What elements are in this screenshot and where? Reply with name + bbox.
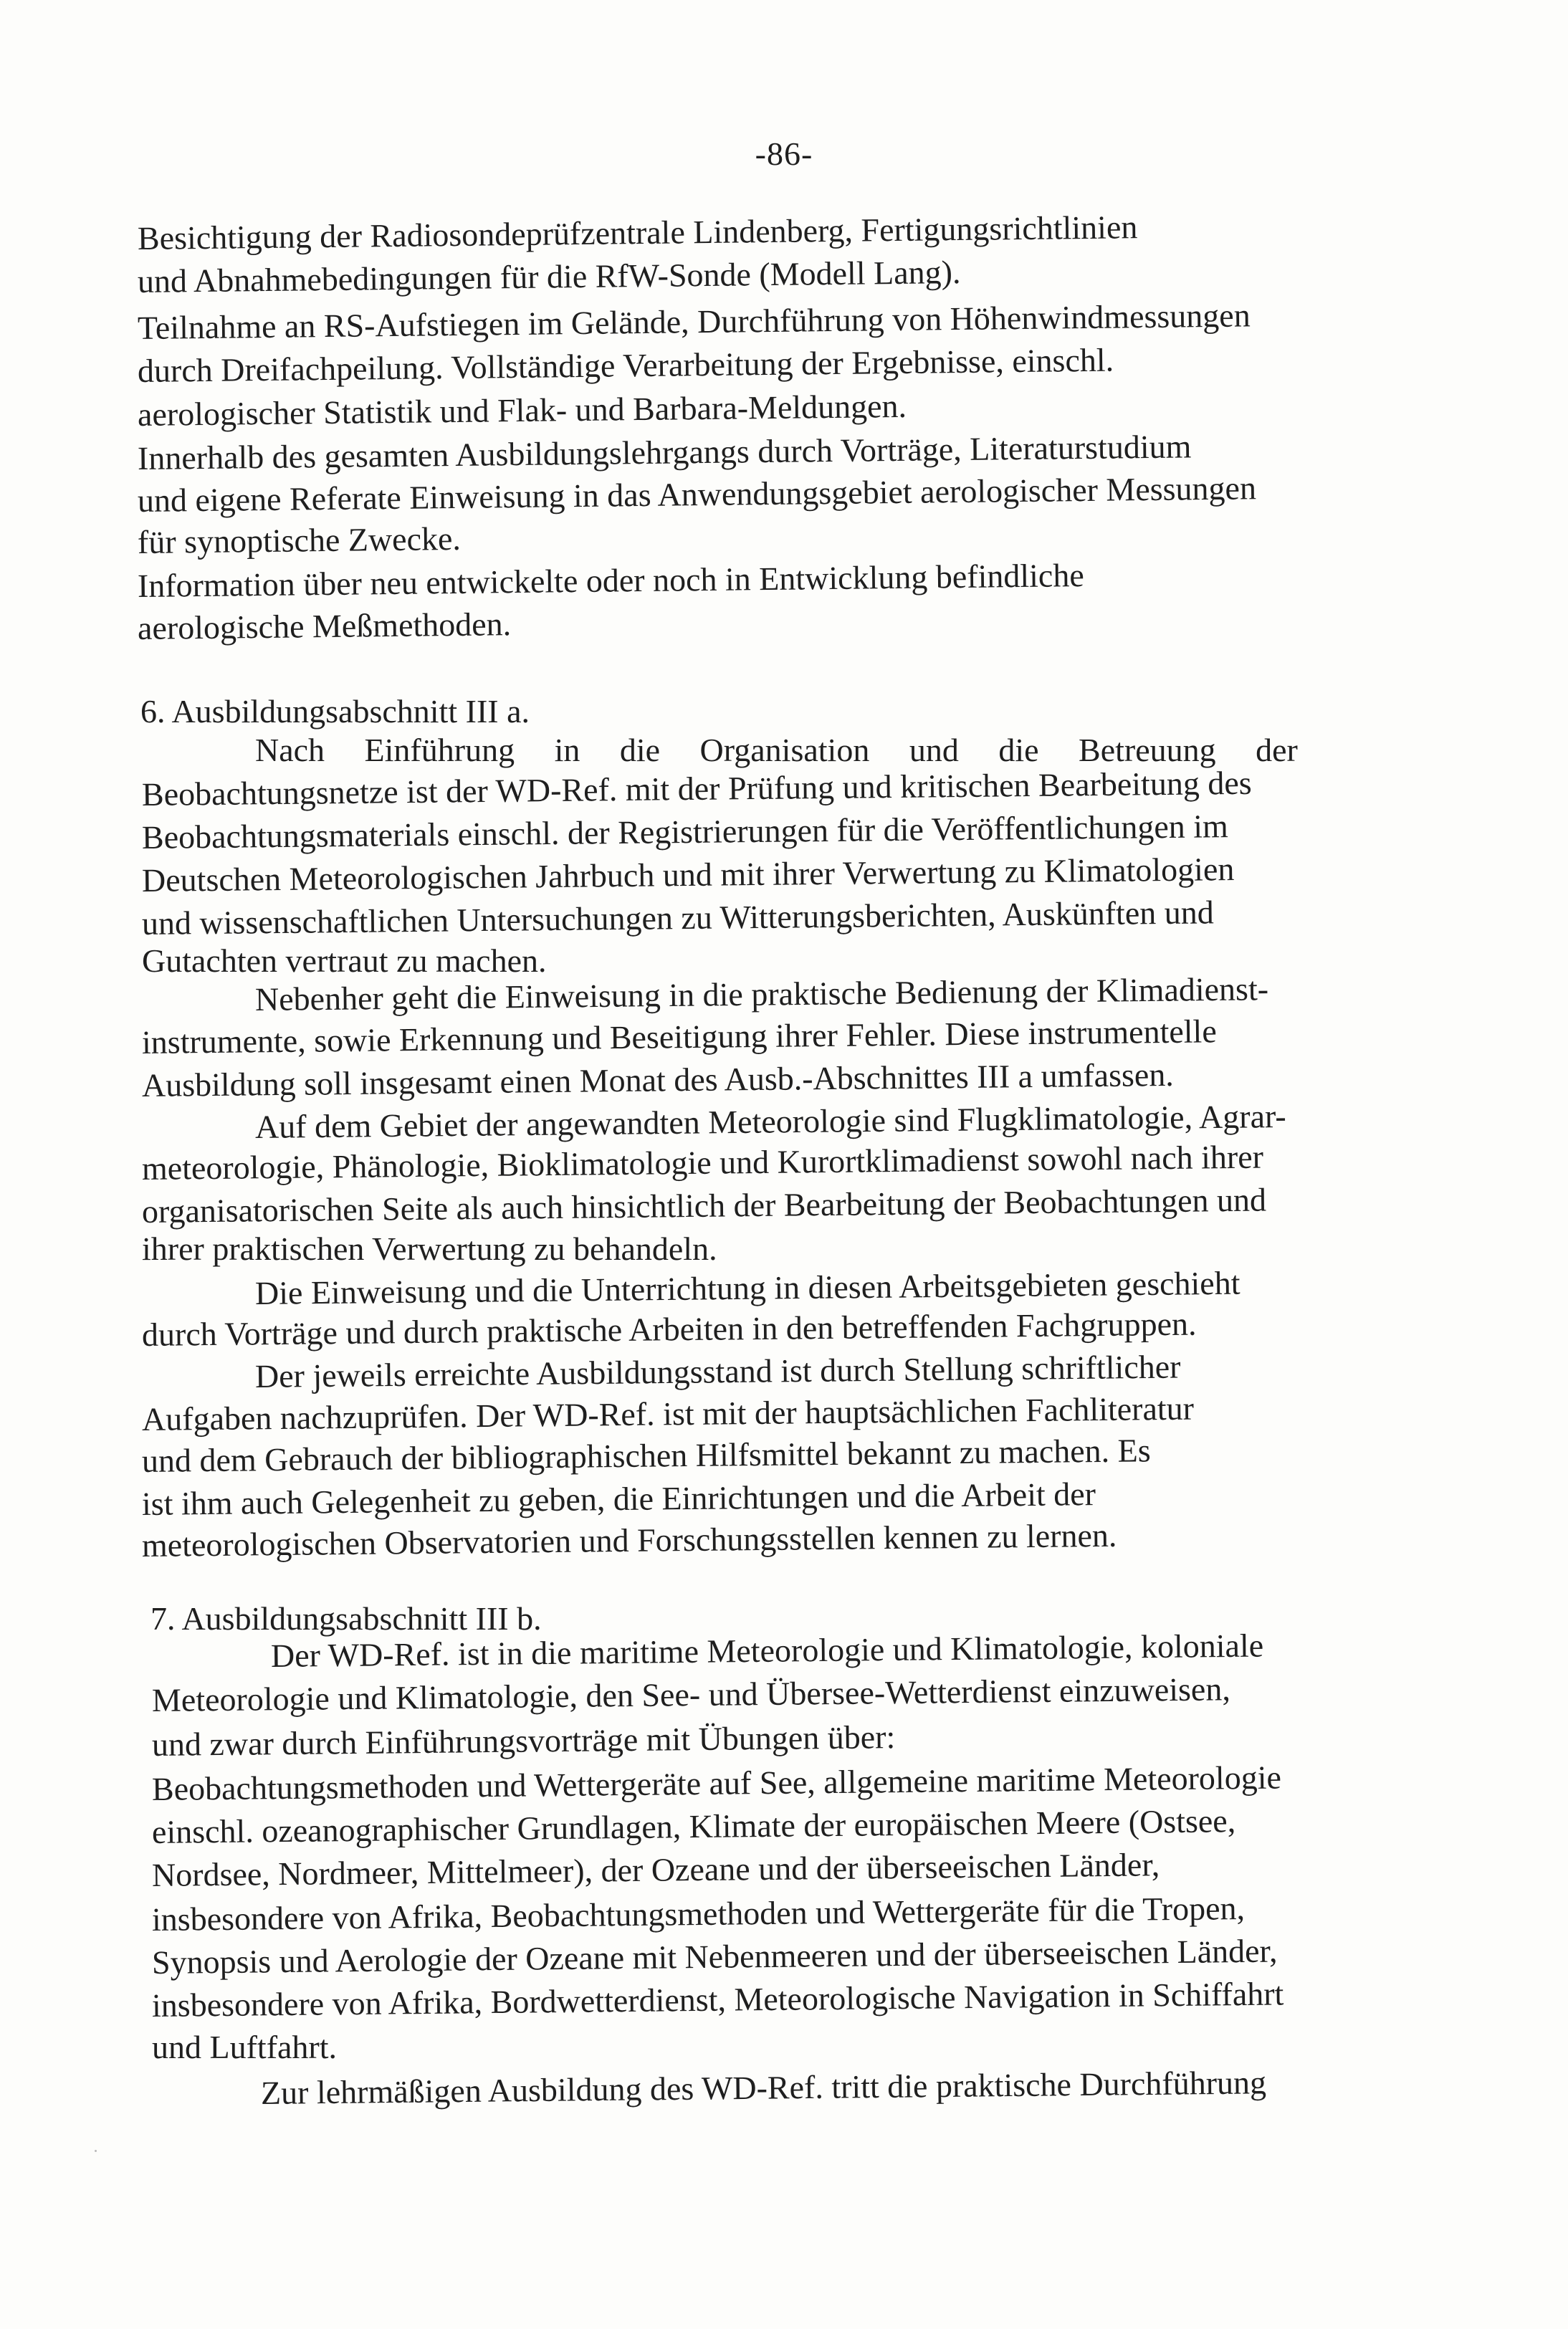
- text-line: Die Einweisung und die Unterrichtung in diesen Arbeitsgebieten geschieht: [254, 1264, 1240, 1311]
- text-line: durch Vorträge und durch praktische Arbeiten in den betreffenden Fachgruppen.: [141, 1305, 1197, 1353]
- text-line: Beobachtungsmaterials einschl. der Registrierungen für die Veröffentlichungen im: [141, 808, 1229, 856]
- text-line: durch Dreifachpeilung. Vollständige Verarbeitung der Ergebnisse, einschl.: [137, 341, 1114, 389]
- text-line: und Abnahmebedingungen für die RfW-Sonde (Modell Lang).: [137, 253, 961, 300]
- text-line: insbesondere von Afrika, Beobachtungsmethoden und Wettergeräte für die Tropen,: [151, 1890, 1246, 1938]
- text-line: Beobachtungsnetze ist der WD-Ref. mit der Prüfung und kritischen Bearbeitung des: [141, 764, 1252, 813]
- text-line: Information über neu entwickelte oder noch in Entwicklung befindliche: [137, 557, 1084, 604]
- text-line: Nach Einführung in die Organisation und die Betreuung der: [255, 732, 1298, 768]
- text-line: ist ihm auch Gelegenheit zu geben, die Einrichtungen und die Arbeit der: [141, 1476, 1096, 1522]
- text-line: Synopsis und Aerologie der Ozeane mit Nebenmeeren und der überseeischen Länder,: [151, 1932, 1278, 1981]
- section-heading: 7. Ausbildungsabschnitt III b.: [150, 1600, 542, 1637]
- text-line: einschl. ozeanographischer Grundlagen, Klimate der europäischen Meere (Ostsee,: [151, 1802, 1236, 1850]
- text-line: und zwar durch Einführungsvorträge mit Übungen über:: [151, 1718, 896, 1763]
- section-heading: 6. Ausbildungsabschnitt III a.: [140, 693, 530, 730]
- text-line: Nebenher geht die Einweisung in die praktische Bedienung der Klimadienst-: [254, 970, 1269, 1018]
- text-line: Meteorologie und Klimatologie, den See- und Übersee-Wetterdienst einzuweisen,: [151, 1670, 1231, 1718]
- text-line: Auf dem Gebiet der angewandten Meteorologie sind Flugklimatologie, Agrar-: [254, 1097, 1286, 1145]
- text-line: instrumente, sowie Erkennung und Beseitigung ihrer Fehler. Diese instrumentelle: [141, 1013, 1217, 1061]
- text-line: Der jeweils erreichte Ausbildungsstand ist durch Stellung schriftlicher: [254, 1348, 1181, 1395]
- text-line: für synoptische Zwecke.: [137, 520, 462, 560]
- page-number: -86-: [755, 135, 813, 172]
- text-line: und Luftfahrt.: [152, 2029, 338, 2065]
- scan-speck: [95, 2150, 97, 2152]
- text-line: Der WD-Ref. ist in die maritime Meteorologie und Klimatologie, koloniale: [270, 1627, 1264, 1674]
- text-line: und dem Gebrauch der bibliographischen Hilfsmittel bekannt zu machen. Es: [141, 1432, 1151, 1479]
- text-line: aerologischer Statistik und Flak- und Barbara-Meldungen.: [137, 387, 907, 433]
- text-line: ihrer praktischen Verwertung zu behandeln.: [142, 1230, 717, 1267]
- text-line: Beobachtungsmethoden und Wettergeräte auf See, allgemeine maritime Meteorologie: [151, 1759, 1282, 1807]
- text-line: meteorologie, Phänologie, Bioklimatologie und Kurortklimadienst sowohl nach ihrer: [141, 1138, 1264, 1187]
- text-line: meteorologischen Observatorien und Forschungsstellen kennen zu lernen.: [141, 1516, 1117, 1564]
- text-line: und wissenschaftlichen Untersuchungen zu Witterungsberichten, Auskünften und: [141, 894, 1214, 942]
- text-line: Zur lehrmäßigen Ausbildung des WD-Ref. tritt die praktische Durchführung: [260, 2064, 1267, 2111]
- text-line: insbesondere von Afrika, Bordwetterdienst, Meteorologische Navigation in Schiffahrt: [151, 1975, 1284, 2024]
- text-line: Ausbildung soll insgesamt einen Monat des Ausb.-Abschnittes III a umfassen.: [141, 1056, 1175, 1104]
- text-line: Besichtigung der Radiosondeprüfzentrale Lindenberg, Fertigungsrichtlinien: [137, 209, 1138, 257]
- text-line: Aufgaben nachzuprüfen. Der WD-Ref. ist mit der hauptsächlichen Fachliteratur: [141, 1390, 1195, 1438]
- text-line: Deutschen Meteorologischen Jahrbuch und mit ihrer Verwertung zu Klimatologien: [141, 851, 1235, 899]
- text-line: Nordsee, Nordmeer, Mittelmeer), der Ozeane und der überseeischen Länder,: [151, 1846, 1160, 1893]
- text-line: organisatorischen Seite als auch hinsichtlich der Bearbeitung der Beobachtungen und: [141, 1181, 1267, 1230]
- text-line: Teilnahme an RS-Aufstiegen im Gelände, Durchführung von Höhenwindmessungen: [137, 297, 1251, 346]
- text-line: aerologische Meßmethoden.: [137, 606, 512, 646]
- text-line: Gutachten vertraut zu machen.: [142, 942, 547, 979]
- text-line: Innerhalb des gesamten Ausbildungslehrgangs durch Vorträge, Literaturstudium: [137, 428, 1192, 477]
- text-line: und eigene Referate Einweisung in das Anwendungsgebiet aerologischer Messungen: [137, 469, 1257, 519]
